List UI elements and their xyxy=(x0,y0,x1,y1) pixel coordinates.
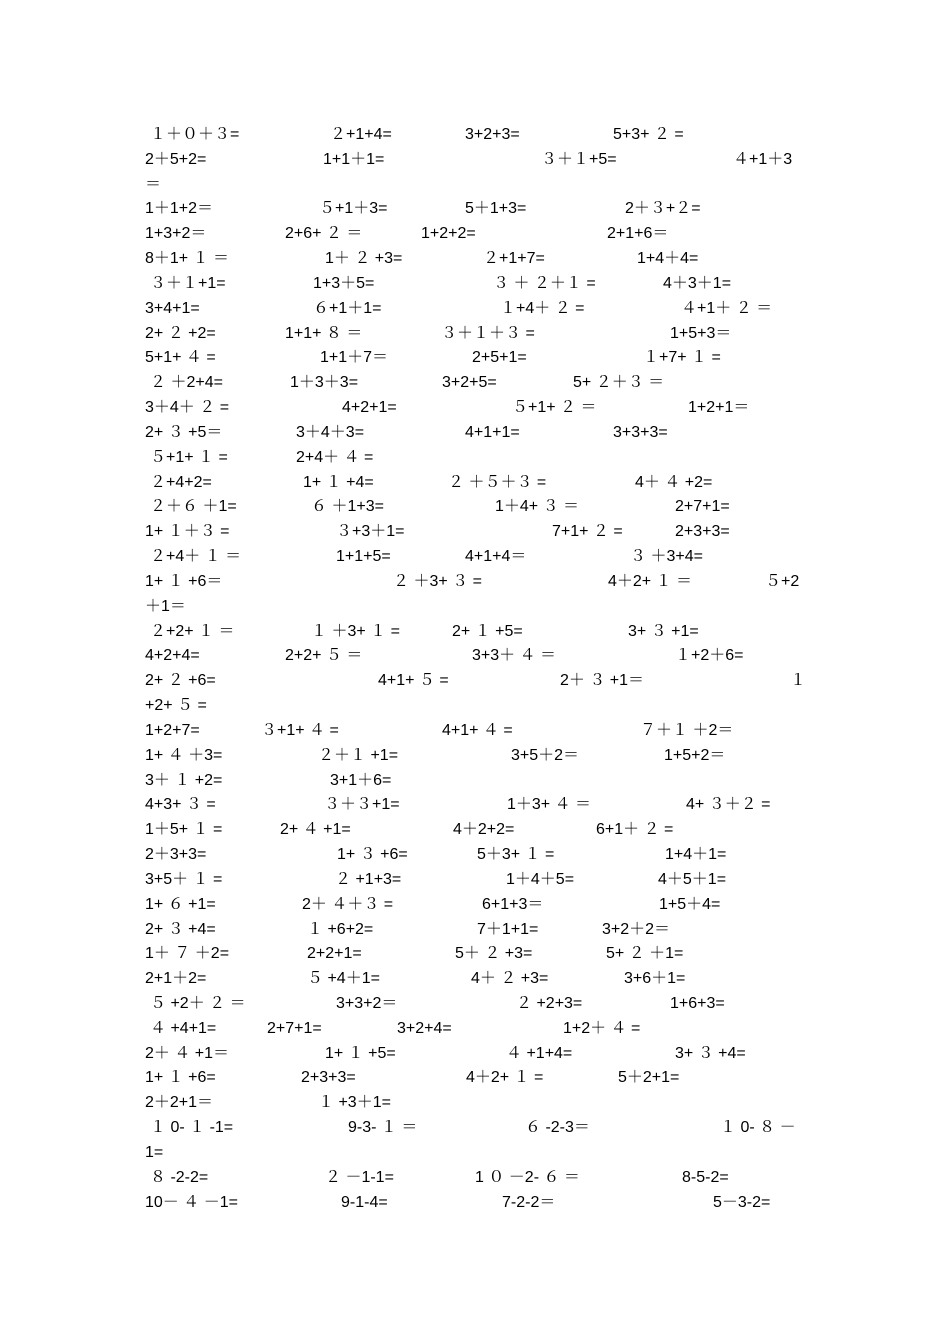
arithmetic-problem: 1 ０ －2- ６ ＝ xyxy=(475,1168,580,1186)
problem-line xyxy=(145,197,815,222)
arithmetic-problem: 4＋2+ １ = xyxy=(466,1069,544,1087)
arithmetic-problem: ２＋１ +1= xyxy=(318,746,399,764)
arithmetic-problem: 1＋ ２ +3= xyxy=(325,250,403,268)
arithmetic-problem: 3＋ １ +2= xyxy=(145,771,223,789)
arithmetic-problem: 4＋3＋1= xyxy=(663,274,732,292)
arithmetic-problem: ２ ＋５＋３ = xyxy=(448,473,547,491)
arithmetic-problem: 2＋3+3= xyxy=(145,846,207,864)
arithmetic-problem: 2+3+3= xyxy=(675,523,730,541)
arithmetic-problem: 1+2＋ ４ = xyxy=(563,1019,641,1037)
arithmetic-problem: 2＋2+1＝ xyxy=(145,1094,214,1112)
arithmetic-problem: ５+1＋3= xyxy=(319,200,388,218)
arithmetic-problem: 3+3+3= xyxy=(613,423,668,441)
arithmetic-problem: 4+ ３＋２ = xyxy=(686,796,771,814)
problem-line xyxy=(145,297,815,322)
arithmetic-problem: 5＋2+1= xyxy=(618,1069,680,1087)
arithmetic-problem: 3+6＋1= xyxy=(624,970,686,988)
arithmetic-problem: 2+ ４ +1= xyxy=(280,821,351,839)
arithmetic-problem: 2+4＋ ４ = xyxy=(296,448,374,466)
problem-line xyxy=(145,1042,815,1067)
arithmetic-problem: ４ +4+1= xyxy=(150,1019,217,1037)
arithmetic-problem: 3+4+1= xyxy=(145,299,200,317)
arithmetic-problem: 1+2+2= xyxy=(421,225,476,243)
arithmetic-problem: ３ ＋3+4= xyxy=(630,548,703,566)
arithmetic-problem: 1+1＋7＝ xyxy=(320,349,389,367)
arithmetic-problem: 1+6+3= xyxy=(670,994,725,1012)
problem-line xyxy=(145,1066,815,1091)
arithmetic-problem: １+7+ １ = xyxy=(643,349,721,367)
arithmetic-problem: ５+1+ １ = xyxy=(150,448,228,466)
arithmetic-problem: ８ -2-2= xyxy=(150,1168,209,1186)
problem-line xyxy=(145,396,815,421)
problem-line xyxy=(145,1166,815,1191)
problem-line xyxy=(145,942,815,967)
problem-line xyxy=(145,247,815,272)
arithmetic-problem: 1＋ ７ ＋2= xyxy=(145,945,230,963)
arithmetic-problem: 4+3+ ３ = xyxy=(145,796,216,814)
arithmetic-problem: ５+1+ ２ ＝ xyxy=(512,399,597,417)
arithmetic-problem: 1+ １ +5= xyxy=(325,1044,396,1062)
arithmetic-problem: 5＋ ２ +3= xyxy=(455,945,533,963)
arithmetic-problem: ２+1+4= xyxy=(330,126,392,143)
arithmetic-problem: ４+1＋3 xyxy=(733,150,793,168)
arithmetic-problem: 2+3+3= xyxy=(301,1069,356,1087)
arithmetic-problem: 4+2+1= xyxy=(342,399,397,417)
arithmetic-problem: １ ＋3+ １ = xyxy=(311,622,400,640)
arithmetic-problem: 3+ ３ +1= xyxy=(628,622,699,640)
problem-line xyxy=(145,222,815,247)
arithmetic-problem: ２ ＋3+ ３ = xyxy=(393,572,482,590)
problem-line xyxy=(145,545,815,570)
arithmetic-problem: １ +6+2= xyxy=(307,920,374,938)
arithmetic-problem: ２ +2+3= xyxy=(516,994,583,1012)
arithmetic-problem: ６+1＋1= xyxy=(313,299,382,317)
problem-line xyxy=(145,694,815,719)
arithmetic-problem: 1＋3＋3= xyxy=(290,374,359,392)
arithmetic-problem: ３ ＋ ２＋１ = xyxy=(493,274,596,292)
arithmetic-problem: ４+1＋ ２ ＝ xyxy=(681,299,773,317)
arithmetic-problem: 2+2+ ５ ＝ xyxy=(285,647,363,665)
arithmetic-problem: ３＋３+1= xyxy=(324,796,400,814)
arithmetic-problem: ２+2+ １ ＝ xyxy=(150,622,235,640)
arithmetic-problem: ＋1＝ xyxy=(145,597,186,615)
problem-line xyxy=(145,818,815,843)
arithmetic-problem: 1+ １ +6= xyxy=(145,1069,216,1087)
arithmetic-problem: 1+ ６ +1= xyxy=(145,895,216,913)
arithmetic-problem: 4+1+ ５ = xyxy=(378,672,449,690)
arithmetic-problem: 2＋３+２= xyxy=(625,200,701,218)
arithmetic-problem: 1+1＋1= xyxy=(323,150,385,168)
problem-line xyxy=(145,744,815,769)
arithmetic-problem-list xyxy=(145,123,815,1215)
arithmetic-problem: 1+2+7= xyxy=(145,721,200,739)
arithmetic-problem: 2+ ２ +2= xyxy=(145,324,216,342)
arithmetic-problem: 6+1＋ ２ = xyxy=(596,821,674,839)
problem-line xyxy=(145,719,815,744)
arithmetic-problem: 4+1+1= xyxy=(465,423,520,441)
arithmetic-problem: ３+3＋1= xyxy=(336,523,405,541)
arithmetic-problem: 5+ ２ ＋1= xyxy=(606,945,684,963)
arithmetic-problem: 2+ ３ +5＝ xyxy=(145,423,223,441)
arithmetic-problem: 5+3+ ２ = xyxy=(613,126,684,143)
arithmetic-problem: 2+ ２ +6= xyxy=(145,672,216,690)
arithmetic-problem: 3+3＋ ４ ＝ xyxy=(472,647,557,665)
arithmetic-problem: ５ +4＋1= xyxy=(307,970,380,988)
arithmetic-problem: 2+7+1= xyxy=(675,498,730,516)
arithmetic-problem: 4＋5＋1= xyxy=(658,870,727,888)
arithmetic-problem: 1= xyxy=(145,1143,164,1161)
arithmetic-problem: 1+ １ +6＝ xyxy=(145,572,223,590)
arithmetic-problem: 6+1+3＝ xyxy=(482,895,544,913)
problem-line xyxy=(145,272,815,297)
arithmetic-problem: 2+2+1= xyxy=(307,945,362,963)
arithmetic-problem: 7-2-2＝ xyxy=(502,1193,556,1211)
arithmetic-problem: 3+2+4= xyxy=(397,1019,452,1037)
arithmetic-problem: ６ -2-3＝ xyxy=(525,1119,590,1137)
problem-line xyxy=(145,893,815,918)
arithmetic-problem: 7+1+ ２ = xyxy=(552,523,623,541)
arithmetic-problem: 9-3- １ ＝ xyxy=(348,1119,418,1137)
problem-line xyxy=(145,595,815,620)
problem-line xyxy=(145,843,815,868)
arithmetic-problem: ３＋１+5= xyxy=(541,150,617,168)
arithmetic-problem: 2+5+1= xyxy=(472,349,527,367)
arithmetic-problem: 1＋5+ １ = xyxy=(145,821,223,839)
arithmetic-problem: 4＋ ２ +3= xyxy=(471,970,549,988)
arithmetic-problem: 10－ ４ －1= xyxy=(145,1193,238,1211)
arithmetic-problem: 1+3＋5= xyxy=(313,274,375,292)
arithmetic-problem: 7＋1+1= xyxy=(477,920,539,938)
arithmetic-problem: 3+ ３ +4= xyxy=(675,1044,746,1062)
arithmetic-problem: ２+1+7= xyxy=(483,250,545,268)
arithmetic-problem: 3+5＋ １ = xyxy=(145,870,223,888)
arithmetic-problem: ６ ＋1+3= xyxy=(311,498,384,516)
problem-line xyxy=(145,471,815,496)
arithmetic-problem: １+2＋6= xyxy=(675,647,744,665)
arithmetic-problem: 5+ ２＋３ ＝ xyxy=(573,374,665,392)
problem-line xyxy=(145,173,815,198)
arithmetic-problem: 2＋5+2= xyxy=(145,150,207,168)
arithmetic-problem: ２+4＋ １ ＝ xyxy=(150,548,242,566)
arithmetic-problem: １ +3＋1= xyxy=(318,1094,391,1112)
arithmetic-problem: 1+5+3＝ xyxy=(670,324,732,342)
problem-line xyxy=(145,1116,815,1141)
problem-line xyxy=(145,992,815,1017)
arithmetic-problem: １ 0- １ -1= xyxy=(150,1119,234,1137)
arithmetic-problem: +2+ ５ = xyxy=(145,697,207,715)
arithmetic-problem: 4＋2+2= xyxy=(453,821,515,839)
arithmetic-problem: １+4＋ ２ = xyxy=(500,299,585,317)
arithmetic-problem: 3＋4＋ ２ = xyxy=(145,399,230,417)
arithmetic-problem: 1+ ３ +6= xyxy=(337,846,408,864)
arithmetic-problem: 5+1+ ４ = xyxy=(145,349,216,367)
arithmetic-problem: 1+ １ +4= xyxy=(303,473,374,491)
problem-line xyxy=(145,620,815,645)
problem-line xyxy=(145,1017,815,1042)
arithmetic-problem: ３+1+ ４ = xyxy=(261,721,339,739)
arithmetic-problem: 2＋ ４＋３ = xyxy=(302,895,394,913)
arithmetic-problem: 1＋1+2＝ xyxy=(145,200,214,218)
arithmetic-problem: 2+ ３ +4= xyxy=(145,920,216,938)
problem-line xyxy=(145,371,815,396)
arithmetic-problem: 5＋3+ １ = xyxy=(477,846,555,864)
arithmetic-problem: 4+1+ ４ = xyxy=(442,721,513,739)
arithmetic-problem: １＋０＋３= xyxy=(150,126,240,143)
arithmetic-problem: 1+4＋1= xyxy=(665,846,727,864)
arithmetic-problem: ２+4+2= xyxy=(150,473,212,491)
arithmetic-problem: 8-5-2= xyxy=(682,1168,729,1186)
problem-line xyxy=(145,769,815,794)
arithmetic-problem: 4+1+4＝ xyxy=(465,548,527,566)
arithmetic-problem: 1+1+ ８ ＝ xyxy=(285,324,363,342)
arithmetic-problem: 4+2+4= xyxy=(145,647,200,665)
arithmetic-problem: 5－3-2= xyxy=(713,1193,771,1211)
problem-line xyxy=(145,148,815,173)
arithmetic-problem: ２ ＋2+4= xyxy=(150,374,223,392)
arithmetic-problem: 5＋1+3= xyxy=(465,200,527,218)
problem-line xyxy=(145,520,815,545)
arithmetic-problem: ３＋１+1= xyxy=(150,274,226,292)
problem-line xyxy=(145,495,815,520)
arithmetic-problem: 1+1+5= xyxy=(336,548,391,566)
problem-line xyxy=(145,669,815,694)
arithmetic-problem: ２ +1+3= xyxy=(335,870,402,888)
problem-line xyxy=(145,868,815,893)
arithmetic-problem: 2+1＋2= xyxy=(145,970,207,988)
arithmetic-problem: 1＋4＋5= xyxy=(506,870,575,888)
arithmetic-problem: 1+4＋4= xyxy=(637,250,699,268)
arithmetic-problem: 2+1+6＝ xyxy=(607,225,669,243)
arithmetic-problem: 2+ １ +5= xyxy=(452,622,523,640)
arithmetic-problem: 3+2＋2＝ xyxy=(602,920,671,938)
arithmetic-problem: 3+2+3= xyxy=(465,126,520,143)
arithmetic-problem: 3＋4＋3= xyxy=(296,423,365,441)
arithmetic-problem: ４ +1+4= xyxy=(506,1044,573,1062)
arithmetic-problem: 4＋2+ １ ＝ xyxy=(608,572,693,590)
arithmetic-problem: 2+7+1= xyxy=(267,1019,322,1037)
problem-line xyxy=(145,322,815,347)
arithmetic-problem: 2＋ ３ +1＝ xyxy=(560,672,645,690)
arithmetic-problem: ２ －1-1= xyxy=(325,1168,394,1186)
arithmetic-problem: ５ +2＋ ２ ＝ xyxy=(150,994,246,1012)
arithmetic-problem: 1＋4+ ３ ＝ xyxy=(495,498,580,516)
arithmetic-problem: 1＋3+ ４ ＝ xyxy=(507,796,592,814)
problem-line xyxy=(145,1191,815,1216)
arithmetic-problem: 4＋ ４ +2= xyxy=(635,473,713,491)
arithmetic-problem: 2＋ ４ +1＝ xyxy=(145,1044,230,1062)
problem-line xyxy=(145,346,815,371)
problem-line xyxy=(145,1141,815,1166)
arithmetic-problem: 1+5+2＝ xyxy=(664,746,726,764)
arithmetic-problem: 1+5＋4= xyxy=(659,895,721,913)
arithmetic-problem: 3+1＋6= xyxy=(330,771,392,789)
arithmetic-problem: １ xyxy=(790,672,807,690)
problem-line xyxy=(145,123,815,148)
arithmetic-problem: ２＋６ ＋1= xyxy=(150,498,237,516)
problem-line xyxy=(145,446,815,471)
arithmetic-problem: 3+2+5= xyxy=(442,374,497,392)
arithmetic-problem: 3+3+2＝ xyxy=(336,994,398,1012)
arithmetic-problem: ５+2 xyxy=(765,572,800,590)
problem-line xyxy=(145,967,815,992)
problem-line xyxy=(145,1091,815,1116)
arithmetic-problem: １ 0- ８ － xyxy=(720,1119,796,1137)
arithmetic-problem: ３＋１＋３ = xyxy=(441,324,535,342)
problem-line xyxy=(145,570,815,595)
arithmetic-problem: 8＋1+ １ ＝ xyxy=(145,250,230,268)
arithmetic-problem: ７＋１ ＋2＝ xyxy=(640,721,734,739)
arithmetic-problem: 1+ ４ ＋3= xyxy=(145,746,223,764)
arithmetic-problem: 9-1-4= xyxy=(341,1193,388,1211)
arithmetic-problem: 1+2+1＝ xyxy=(688,399,750,417)
arithmetic-problem: ＝ xyxy=(145,175,162,193)
problem-line xyxy=(145,918,815,943)
problem-line xyxy=(145,644,815,669)
arithmetic-problem: 2+6+ ２ ＝ xyxy=(285,225,363,243)
arithmetic-problem: 3+5＋2＝ xyxy=(511,746,580,764)
arithmetic-problem: 1+3+2＝ xyxy=(145,225,207,243)
problem-line xyxy=(145,421,815,446)
problem-line xyxy=(145,793,815,818)
arithmetic-problem: 1+ １＋３ = xyxy=(145,523,230,541)
